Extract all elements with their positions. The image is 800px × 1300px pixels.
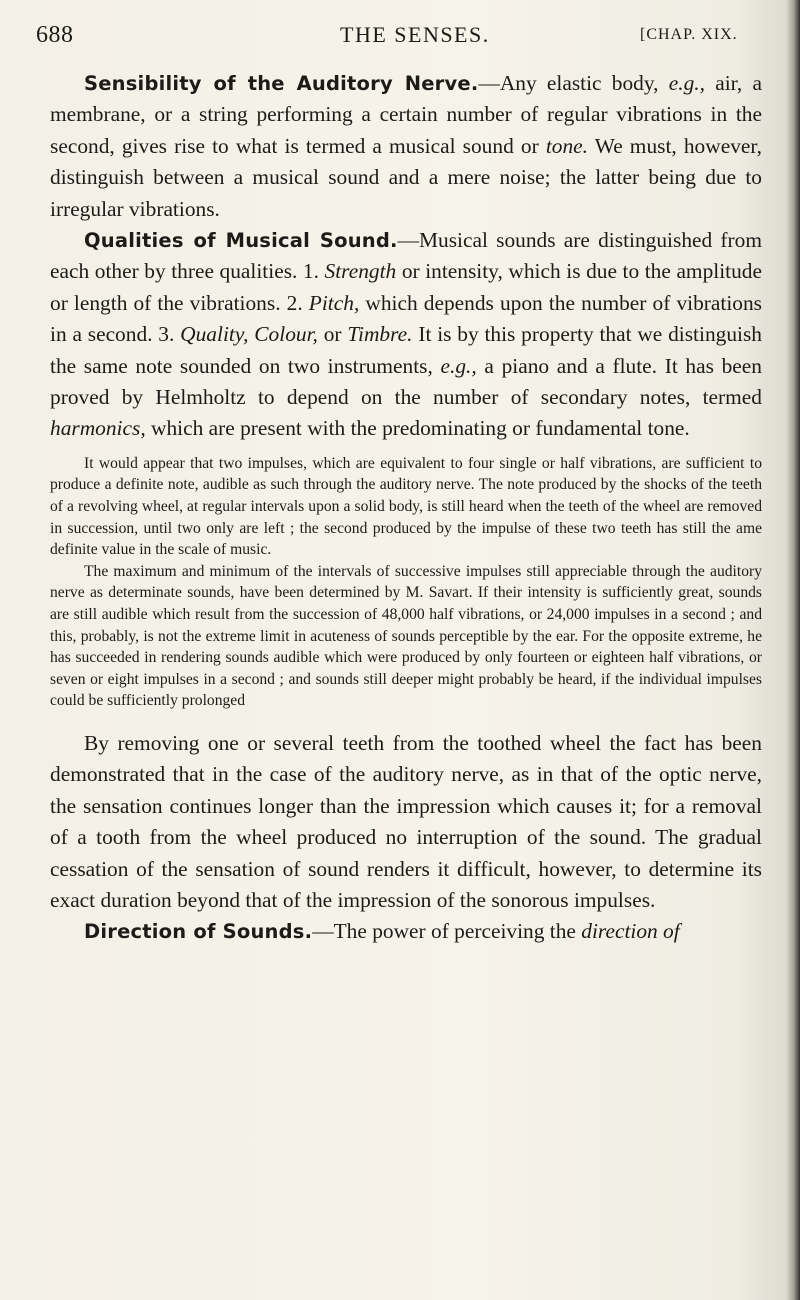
section-heading-qualities: Qualities of Musical Sound. — [84, 229, 398, 253]
page-number: 688 — [36, 22, 74, 48]
italic-run: direction of — [581, 919, 680, 944]
paragraph-removing-teeth — [50, 728, 762, 916]
text-run: By removing one or several teeth from the toothed wheel the fact has been demonstrated that in the case of the auditory nerve, as in that of the optic nerve, the sensation continues longer than the impression which causes it; for a removal of a tooth from the wheel produced no interruption of the sound. The gradual cessation of the sensation of sound renders it difficult, however, to determine its exact duration beyond that of the impression of the sonorous impulses. — [50, 731, 762, 913]
paragraph-direction — [50, 916, 762, 947]
text-run: —The power of perceiving the — [312, 919, 582, 944]
text-run: It is by this property that we distinguish the same note sounded on two instruments, — [50, 322, 762, 378]
small-print-paragraph-2: The maximum and minimum of the intervals of successive impulses still appreciable through the auditory nerve as determinate sounds, have been determined by M. Savart. If their intensity is sufficiently great, sounds are still audible which result from the succession of 48,000 half vibrations, or 24,000 impulses in a second ; and this, probably, is not the extreme limit in acuteness of sounds perceptible by the ear. For the opposite extreme, he has succeeded in rendering sounds audible which were produced by only fourteen or eighteen half vibrations, or seven or eight impulses in a second ; and sounds still deeper might probably be heard, if the individual impulses could be sufficiently prolonged — [50, 562, 762, 710]
small-print-paragraph-1: It would appear that two impulses, which are equivalent to four single or half vibrations, are sufficient to produce a definite note, audible as such through the auditory nerve. The note produced by the shocks of the teeth of a revolving wheel, at regular intervals upon a solid body, is still heard when the teeth of the wheel are removed in succession, until two only are left ; the second produced by the impulse of these two teeth has still the ame definite value in the scale of music. — [50, 454, 762, 559]
text-run: We must, however, distinguish between a musical sound and a mere noise; the latter being due to irregular vibrations. — [50, 133, 762, 221]
text-run: or — [317, 322, 348, 347]
chapter-reference: [CHAP. XIX. — [640, 26, 738, 43]
italic-run: Timbre. — [347, 322, 413, 347]
text-run: air, a membrane, or a string performing a certain number of regular vibrations in the second, gives rise to what is termed a musical sound or — [50, 71, 762, 158]
italic-run: harmonics, — [50, 416, 146, 441]
section-heading-auditory-nerve: Sensibility of the Auditory Nerve. — [84, 72, 479, 95]
running-title: THE SENSES. — [340, 22, 490, 47]
paragraph-qualities — [50, 225, 762, 445]
text-run: —Any elastic body, — [478, 71, 669, 95]
page-binding-edge — [786, 0, 800, 1300]
italic-run: Pitch, — [308, 290, 360, 315]
text-run: —Musical sounds are distinguished from each other by three qualities. 1. — [50, 228, 762, 284]
italic-run: Strength — [324, 259, 397, 284]
text-run: which depends upon the number of vibrations in a second. 3. — [50, 290, 763, 347]
running-head — [0, 0, 800, 60]
italic-run: tone. — [545, 133, 588, 158]
body-text — [50, 68, 762, 948]
text-run: or intensity, which is due to the amplitude or length of the vibrations. 2. — [50, 259, 762, 315]
italic-run: e.g., — [440, 353, 477, 378]
small-print-note — [50, 453, 762, 712]
section-heading-direction: Direction of Sounds. — [84, 920, 313, 944]
text-run: a piano and a flute. It has been proved by Helmholtz to depend on the number of secondary notes, termed — [50, 353, 762, 410]
italic-run: e.g., — [668, 71, 705, 95]
italic-run: Quality, Colour, — [180, 322, 318, 347]
text-run: which are present with the predominating or fundamental tone. — [145, 416, 690, 441]
paragraph-auditory-nerve — [50, 68, 762, 225]
